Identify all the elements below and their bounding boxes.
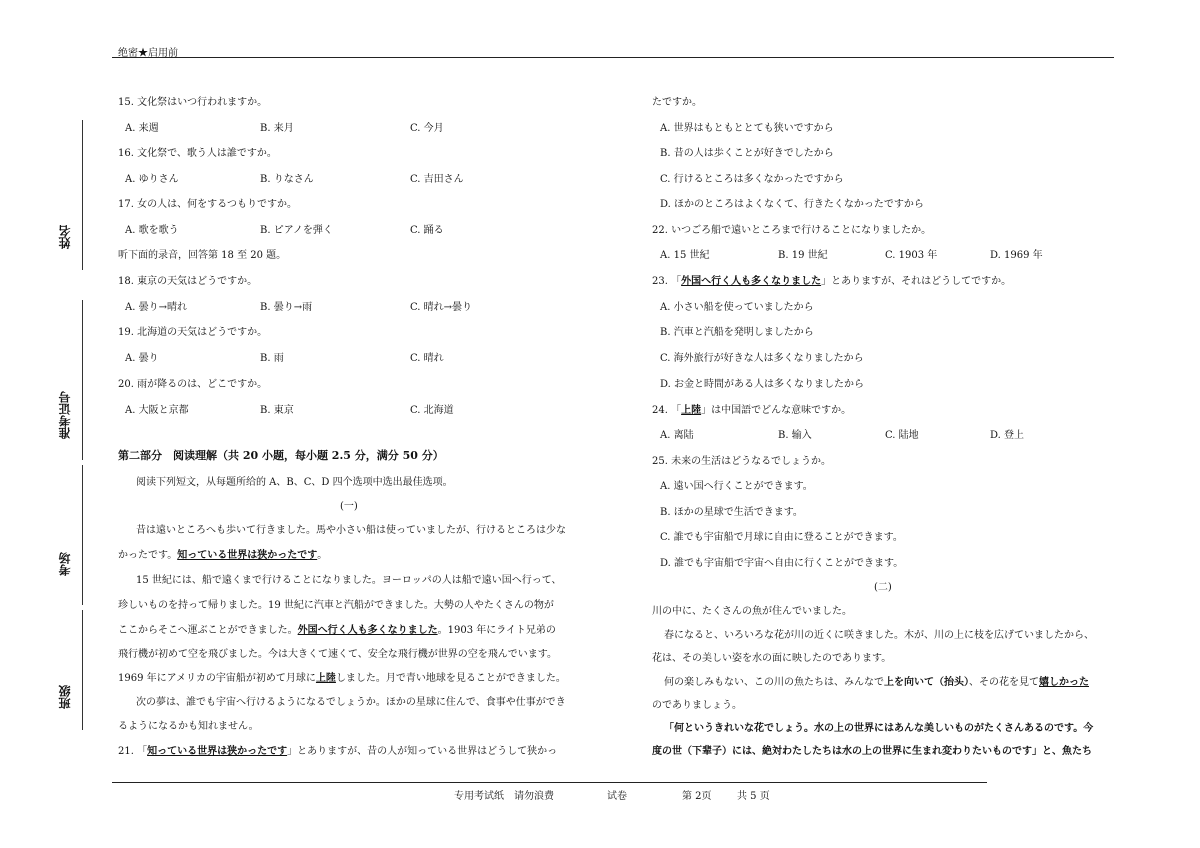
passage-line: 15 世紀には、船で遠くまで行けることになりました。ヨーロッパの人は船で遠い国へ行って、 — [136, 575, 562, 586]
underlined-phrase: 外国へ行く人も多くなりました — [681, 276, 822, 287]
footer-page: 第 2页 — [682, 791, 712, 802]
option: D. 登上 — [990, 430, 1025, 441]
passage-line: 川の中に、たくさんの魚が住んでいました。 — [652, 606, 852, 617]
option: B. 曇り→雨 — [260, 302, 313, 313]
question-23: 23. 「外国へ行く人も多くなりました」とありますが、それはどうしてですか。 — [652, 276, 1012, 287]
passage-line: 花は、その美しい姿を水の面に映したのであります。 — [652, 653, 892, 664]
option: B. りなさん — [260, 174, 314, 185]
part2-title: 第二部分 阅读理解（共 20 小题，每小题 2.5 分，满分 50 分） — [118, 449, 444, 462]
option: A. 曇り→晴れ — [125, 302, 187, 313]
option: A. 来週 — [125, 123, 159, 134]
option: A. 遠い国へ行くことができます。 — [660, 481, 813, 492]
option: A. 小さい船を使っていましたから — [660, 302, 814, 313]
question-17: 17. 女の人は、何をするつもりですか。 — [118, 199, 297, 210]
underlined-phrase: 上陸 — [315, 673, 336, 684]
option: C. 1903 年 — [885, 250, 938, 261]
passage-line: 珍しいものを持って帰りました。19 世紀に汽車と汽船ができました。大勢の人やたくさんの物が — [118, 600, 554, 611]
passage-2-label: (二) — [874, 582, 892, 593]
option: B. 输入 — [778, 430, 812, 441]
option: B. 来月 — [260, 123, 294, 134]
option: A. 离陆 — [660, 430, 694, 441]
option: A. ゆりさん — [125, 174, 179, 185]
option: D. 誰でも宇宙船で宇宙へ自由に行くことができます。 — [660, 558, 904, 569]
passage-line: 1969 年にアメリカの宇宙船が初めて月球に上陸しました。月で青い地球を見ることができました。 — [118, 673, 566, 684]
question-24: 24. 「上陸」は中国語でどんな意味ですか。 — [652, 405, 852, 416]
listening-instruction: 听下面的录音，回答第 18 至 20 题。 — [118, 250, 287, 261]
part2-instruction: 阅读下列短文，从每题所给的 A、B、C、D 四个选项中选出最佳选项。 — [136, 477, 453, 488]
option: B. 19 世紀 — [778, 250, 828, 261]
underlined-phrase: 知っている世界は狭かったです — [147, 746, 288, 757]
passage-line: 昔は遠いところへも歩いて行きました。馬や小さい船は使っていましたが、行けるところは少な — [136, 525, 566, 536]
passage-line: 飛行機が初めて空を飛びました。今は大きくて速くて、安全な飛行機が世界の空を飛んでいます。 — [118, 649, 557, 660]
passage-1-label: (一) — [340, 501, 358, 512]
margin-line — [82, 300, 83, 460]
question-22: 22. いつごろ船で遠いところまで行けることになりましたか。 — [652, 225, 932, 236]
confidential-label: 绝密★启用前 — [118, 48, 178, 59]
name-label: 姓名 — [58, 225, 72, 249]
footer-notice: 专用考试纸 请勿浪费 — [454, 791, 554, 802]
passage-line: 「何というきれいな花でしょう。水の上の世界にはあんな美しいものがたくさんあるのです。今 — [664, 723, 1094, 734]
underlined-phrase: 嬉しかった — [1039, 677, 1089, 688]
underlined-phrase: 知っている世界は狭かったです — [177, 550, 318, 561]
option: C. 陆地 — [885, 430, 919, 441]
question-15: 15. 文化祭はいつ行われますか。 — [118, 97, 268, 108]
passage-line: 次の夢は、誰でも宇宙へ行けるようになるでしょうか。ほかの星球に住んで、食事や仕事ができ — [136, 697, 566, 708]
option: B. 汽車と汽船を発明しましたから — [660, 327, 814, 338]
passage-line: かったです。知っている世界は狭かったです。 — [118, 550, 328, 561]
margin-line — [82, 610, 83, 730]
footer-paper: 试卷 — [607, 791, 627, 802]
bold-phrase: 上を向いて（抬头） — [884, 677, 969, 688]
question-25: 25. 未来の生活はどうなるでしょうか。 — [652, 456, 831, 467]
bold-phrase: 度の世（下辈子） — [652, 746, 732, 757]
option: D. ほかのところはよくなくて、行きたくなかったですから — [660, 199, 924, 210]
exam-room-label: 考场 — [58, 552, 72, 576]
option: B. ほかの星球で生活できます。 — [660, 507, 803, 518]
option: C. 踊る — [410, 225, 444, 236]
passage-line: ここからそこへ運ぶことができました。外国へ行く人も多くなりました。1903 年にライト兄弟の — [118, 625, 556, 636]
option: A. 世界はもともととても狭いですから — [660, 123, 834, 134]
option: A. 曇り — [125, 353, 159, 364]
question-19: 19. 北海道の天気はどうですか。 — [118, 327, 268, 338]
student-info-margin — [52, 120, 92, 730]
option: B. ピアノを弾く — [260, 225, 333, 236]
option: C. 晴れ — [410, 353, 444, 364]
underlined-phrase: 外国へ行く人も多くなりました — [297, 625, 438, 636]
option: C. 今月 — [410, 123, 444, 134]
exam-number-label: 准考证号 — [58, 391, 72, 439]
option: C. 北海道 — [410, 405, 454, 416]
option: C. 海外旅行が好きな人は多くなりましたから — [660, 353, 864, 364]
option: D. 1969 年 — [990, 250, 1043, 261]
option: C. 誰でも宇宙船で月球に自由に登ることができます。 — [660, 532, 903, 543]
option: A. 大阪と京都 — [125, 405, 189, 416]
question-21-cont: たですか。 — [652, 97, 702, 108]
option: A. 15 世紀 — [660, 250, 710, 261]
question-21: 21. 「知っている世界は狭かったです」とありますが、昔の人が知っている世界はどうして狭かっ — [118, 746, 558, 757]
question-16: 16. 文化祭で、歌う人は誰ですか。 — [118, 148, 277, 159]
passage-line: 春になると、いろいろな花が川の近くに咲きました。木が、川の上に枝を広げていましたから、 — [664, 630, 1094, 641]
underlined-phrase: 上陸 — [681, 405, 702, 416]
question-20: 20. 雨が降るのは、どこですか。 — [118, 379, 268, 390]
question-18: 18. 東京の天気はどうですか。 — [118, 276, 258, 287]
top-rule — [112, 57, 1114, 58]
footer-total: 共 5 页 — [737, 791, 770, 802]
passage-line: 度の世（下辈子）には、絶対わたしたちは水の上の世界に生まれ変わりたいものです」と、魚たち — [652, 746, 1092, 757]
passage-line: るようになるかも知れません。 — [118, 721, 259, 732]
option: C. 晴れ→曇り — [410, 302, 473, 313]
bottom-rule — [112, 782, 987, 783]
margin-line — [82, 465, 83, 605]
class-label: 班级 — [58, 685, 72, 709]
passage-line: のでありましょう。 — [652, 700, 742, 711]
option: A. 歌を歌う — [125, 225, 179, 236]
option: B. 東京 — [260, 405, 294, 416]
option: B. 昔の人は歩くことが好きでしたから — [660, 148, 834, 159]
option: C. 行けるところは多くなかったですから — [660, 174, 844, 185]
margin-line — [82, 120, 83, 270]
option: D. お金と時間がある人は多くなりましたから — [660, 379, 865, 390]
option: B. 雨 — [260, 353, 284, 364]
option: C. 吉田さん — [410, 174, 464, 185]
passage-line: 何の楽しみもない、この川の魚たちは、みんなで上を向いて（抬头）、その花を見て嬉しかった — [664, 677, 1089, 688]
